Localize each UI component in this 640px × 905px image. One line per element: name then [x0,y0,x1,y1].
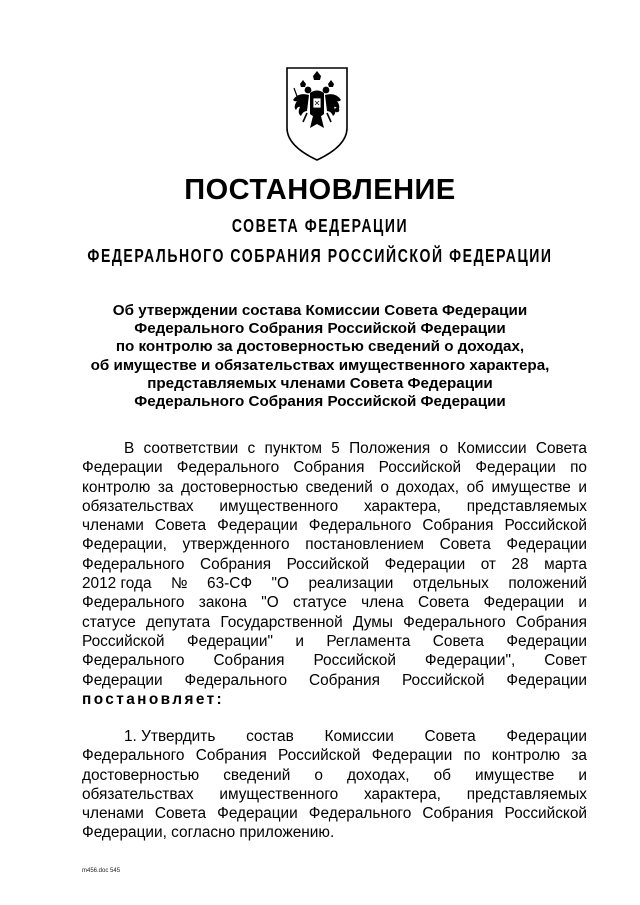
word: Федерального [308,805,412,823]
word: Совет [544,652,587,670]
word: Российской [401,671,485,689]
word: доходах, [396,478,460,496]
word: имуществе [491,478,571,496]
heading-line: представляемых членами Совета Федерации [147,374,493,392]
text-line [82,458,587,477]
word: Совета [439,536,491,554]
text-line [82,478,587,497]
word: Совета [154,517,207,535]
word: имущественного [219,497,339,515]
word: статусе [82,613,136,631]
word: Совета [154,805,207,823]
word: Федерального [82,652,185,670]
text-line [82,746,587,765]
word: Федерального [308,517,412,535]
paragraph-preamble [82,439,587,709]
word: характера, [363,785,441,803]
word: Федерации [475,459,556,477]
word: Совета [535,440,587,457]
word: 5 [331,440,340,457]
word: Федерации [506,632,587,650]
word: В [124,440,135,457]
word: сведений [305,478,373,496]
word: обязательствах [82,497,194,515]
word: Государственной [220,613,343,631]
heading-line: Федерального Собрания Российской Федерации [134,320,506,338]
word: за [157,478,174,496]
document-subtitle-2: ФЕДЕРАЛЬНОГО СОБРАНИЯ РОССИЙСКОЙ ФЕДЕРАЦИИ [87,246,553,266]
text-line [82,632,587,651]
word: Федерации" [186,632,273,650]
heading-line: Федерального Собрания Российской Федерации [134,393,506,411]
word: от [480,555,496,573]
word: Российской [378,459,462,477]
word: имуществе [474,766,555,784]
word: контролю [491,747,561,765]
word: и [295,632,304,650]
word: о [439,440,448,457]
text-line [82,613,587,632]
document-subtitle-1: СОВЕТА ФЕДЕРАЦИИ [231,216,409,236]
heading-line: по контролю за достоверностью сведений о доходах, [115,338,525,356]
text-line [82,593,587,612]
word: Собрания [213,652,285,670]
word: Собрания [515,613,587,631]
word: Федерального [82,594,185,612]
word: Собрания [293,459,365,477]
word: Федерации [506,536,587,554]
word: Комиссии [324,728,394,745]
word: Положения [349,440,431,457]
text-line [82,671,587,690]
word: Федерации [82,671,163,689]
paragraph-item-1 [82,727,587,843]
text-line [82,785,587,804]
word: представляемых [466,785,587,803]
heading-line: Об утверждении состава Комиссии Совета Федерации [112,302,528,319]
text-line [82,535,587,554]
word: Собрания [308,671,380,689]
word: контролю [82,478,151,496]
text-line [82,555,587,574]
word: отдельных [412,575,489,593]
word: положений [508,575,587,593]
text-line [82,690,587,709]
paragraph-last-line: Федерации, согласно приложению. [82,824,335,842]
word: Совета [424,728,476,745]
footer-doc-code: m456.doc 545 [82,868,121,874]
word: Федерации [217,805,298,823]
word: Федерального [403,613,506,631]
text-line [82,439,587,458]
word: Федерации [217,517,298,535]
word: об [466,478,484,496]
word: Собрания [422,517,494,535]
word: члена [361,594,404,612]
word: Федерации [506,728,587,745]
word: членами [82,805,144,823]
resolution-heading [60,302,580,411]
word: доходах, [346,766,410,784]
word: постановлением [305,536,424,554]
word: Федерального [82,555,185,573]
word: обязательствах [82,785,194,803]
word: депутата [146,613,211,631]
text-line [82,823,587,842]
word: Совета [432,632,484,650]
word: Федерации [371,747,453,765]
word: состав [246,728,294,745]
word: 2012 года [82,575,152,593]
word: соответствии [143,440,239,457]
word: пунктом [264,440,322,457]
word: Федерального [82,747,185,765]
word: Регламента [326,632,411,650]
word: "О [261,594,279,612]
word: утвержденного [182,536,290,554]
word: об [433,766,451,784]
word: и [578,478,587,496]
text-line [82,727,587,746]
word: Федерального [176,459,280,477]
word: Собрания [200,555,272,573]
word: статусе [292,594,347,612]
resolves-word: постановляет: [82,690,225,708]
word: членами [82,517,144,535]
word: Федерации [82,459,163,477]
word: Думы [352,613,393,631]
word: Российской [286,555,370,573]
word: Федерального [184,671,288,689]
word: № [171,575,188,593]
word: Федерации", [424,652,516,670]
word: Российской [313,652,396,670]
text-line [82,574,587,593]
word: Комиссии [457,440,527,457]
word: 28 [511,555,529,573]
word: Федерации [483,594,565,612]
word: Федерации [384,555,466,573]
heading-line: об имуществе и обязательствах имущественного характера, [90,356,550,374]
word: и [578,594,587,612]
word: достоверностью [180,478,299,496]
word: Собрания [195,747,267,765]
word: по [463,747,481,765]
word: Российской [278,747,361,765]
text-line [82,766,587,785]
word: с [247,440,256,457]
text-line [82,651,587,670]
word: характера, [363,497,441,515]
word: достоверностью [82,766,200,784]
text-line [82,516,587,535]
word: Федерации [506,671,587,689]
word: и [578,766,587,784]
document-title: ПОСТАНОВЛЕНИЕ [184,174,456,206]
word: о [380,478,389,496]
word: Совета [417,594,470,612]
word: Собрания [422,805,494,823]
word: Федерации, [82,536,167,554]
text-line [82,804,587,823]
word: представляемых [466,497,587,515]
word: Российской [82,632,165,650]
word: за [571,747,587,765]
word: "О [271,575,289,593]
word: 63-СФ [207,575,253,593]
text-line [82,497,587,516]
word: 1. Утвердить [124,728,216,745]
word: о [314,766,323,784]
word: Российской [504,517,587,535]
word: закона [198,594,247,612]
word: Российской [504,805,587,823]
word: по [570,459,587,477]
word: имущественного [219,785,339,803]
word: марта [544,555,587,573]
word: сведений [223,766,291,784]
word: реализации [308,575,394,593]
coat-of-arms-emblem [284,66,350,162]
